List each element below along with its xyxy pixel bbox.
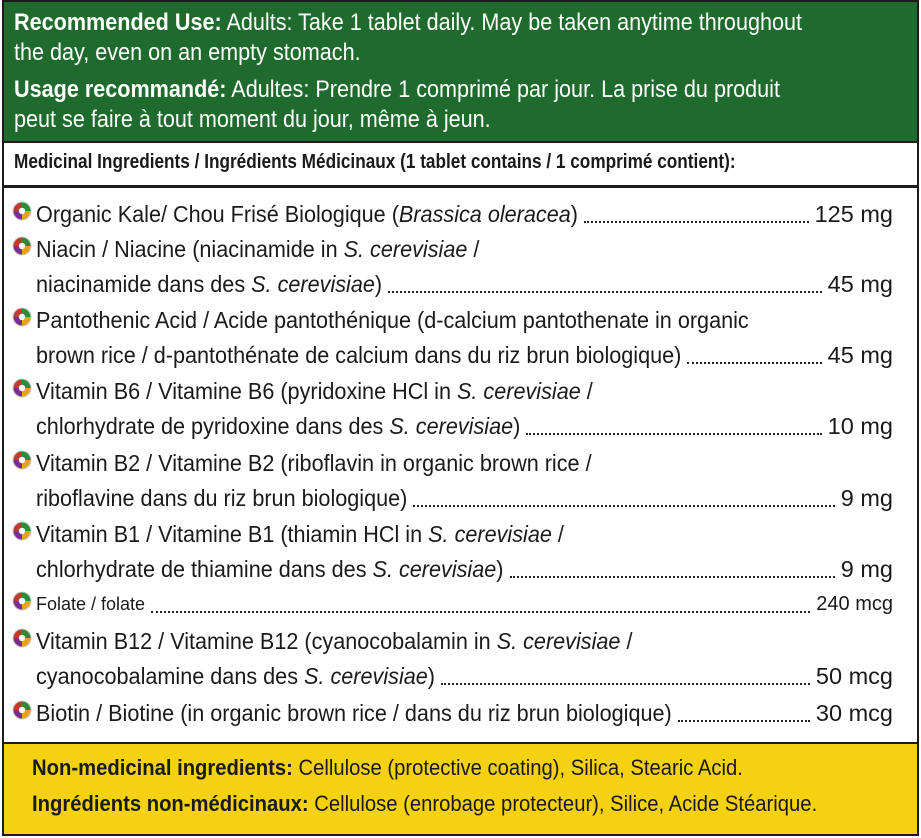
scientific-name: S. cerevisiae bbox=[496, 628, 621, 654]
ingredient-line bbox=[36, 550, 893, 584]
scientific-name: S. cerevisiae bbox=[456, 378, 581, 404]
dot-leader bbox=[441, 683, 810, 685]
ingredient-text: ) bbox=[570, 201, 578, 227]
supplement-label-panel bbox=[2, 0, 919, 836]
scientific-name: S. cerevisiae bbox=[428, 521, 552, 547]
scientific-name: S. cerevisiae bbox=[372, 556, 497, 582]
ingredient-text: Niacin / Niacine (niacinamide in bbox=[36, 236, 344, 262]
ingredient-name bbox=[36, 483, 407, 513]
ingredient-line bbox=[36, 195, 893, 229]
ingredient-text: Pantothenic Acid / Acide pantothénique (d-calcium pantothenate in organic bbox=[36, 307, 749, 333]
organic-leaf-bullet-icon bbox=[12, 201, 32, 221]
organic-leaf-bullet-icon bbox=[12, 236, 32, 256]
ingredient-text: ) bbox=[374, 271, 383, 297]
non-medicinal-ingredients-panel bbox=[4, 742, 917, 834]
ingredient-amount: 10 mg bbox=[827, 413, 893, 439]
ingredient-line bbox=[36, 622, 893, 656]
recommended-use-panel bbox=[4, 2, 917, 141]
ingredient-name bbox=[36, 661, 435, 691]
dot-leader bbox=[413, 505, 834, 507]
ingredient-text: / bbox=[551, 521, 564, 547]
dot-leader bbox=[388, 291, 822, 293]
organic-leaf-bullet-icon bbox=[12, 591, 32, 611]
ingredient-text: Vitamin B2 / Vitamine B2 (riboflavin in organic brown rice / bbox=[36, 450, 592, 476]
ingredient-name bbox=[36, 411, 520, 441]
dot-leader bbox=[584, 221, 809, 223]
dot-leader bbox=[510, 576, 835, 578]
dot-leader bbox=[151, 611, 810, 613]
ingredient-line bbox=[36, 479, 893, 513]
ingredient-line bbox=[36, 230, 893, 264]
ingredient-amount: 9 mg bbox=[840, 485, 893, 511]
ingredient-text: ) bbox=[427, 663, 436, 689]
ingredient-text: chlorhydrate de pyridoxine dans des bbox=[36, 413, 390, 439]
organic-leaf-bullet-icon bbox=[12, 521, 32, 541]
ingredient-text: Folate / folate bbox=[36, 594, 146, 614]
ingredient-amount: 30 mcg bbox=[815, 700, 893, 726]
non-medicinal-fr: Ingrédients non-médicinaux: Cellulose (enrobage protecteur), Silice, Acide Stéarique. bbox=[32, 791, 818, 816]
ingredient-amount: 9 mg bbox=[840, 556, 893, 582]
scientific-name: S. cerevisiae bbox=[389, 413, 514, 439]
ingredient-line bbox=[36, 301, 893, 335]
recommended-use-en-line-1: Recommended Use: Adults: Take 1 tablet daily. May be taken anytime throughout bbox=[14, 9, 803, 36]
dot-leader bbox=[687, 362, 821, 364]
ingredient-text: Organic Kale/ Chou Frisé Biologique ( bbox=[36, 201, 399, 227]
ingredient-name bbox=[36, 340, 681, 370]
organic-leaf-bullet-icon bbox=[12, 700, 32, 720]
ingredient-line bbox=[36, 515, 893, 549]
ingredient-name bbox=[36, 305, 749, 335]
ingredient-text: brown rice / d-pantothénate de calcium dans du riz brun biologique) bbox=[36, 342, 682, 368]
ingredient-name bbox=[36, 269, 382, 299]
scientific-name: S. cerevisiae bbox=[251, 271, 375, 297]
ingredient-text: ) bbox=[513, 413, 521, 439]
scientific-name: S. cerevisiae bbox=[343, 236, 468, 262]
ingredient-line bbox=[36, 407, 893, 441]
ingredient-text: riboflavine dans du riz brun biologique) bbox=[36, 485, 408, 511]
organic-leaf-bullet-icon bbox=[12, 378, 32, 398]
non-medicinal-en: Non-medicinal ingredients: Cellulose (protective coating), Silica, Stearic Acid. bbox=[32, 755, 743, 780]
organic-leaf-bullet-icon bbox=[12, 307, 32, 327]
scientific-name: Brassica oleracea bbox=[398, 201, 571, 227]
medicinal-ingredients-header: Medicinal Ingredients / Ingrédients Médicinaux (1 tablet contains / 1 comprimé contient): bbox=[4, 141, 917, 188]
scientific-name: S. cerevisiae bbox=[304, 663, 428, 689]
ingredient-name bbox=[36, 589, 145, 619]
ingredient-text: chlorhydrate de thiamine dans des bbox=[36, 556, 373, 582]
ingredient-text: / bbox=[620, 628, 633, 654]
ingredient-amount: 45 mg bbox=[827, 342, 893, 368]
ingredient-text: niacinamide dans des bbox=[36, 271, 252, 297]
recommended-use-en-line-2: the day, even on an empty stomach. bbox=[14, 39, 361, 66]
ingredient-text: Vitamin B12 / Vitamine B12 (cyanocobalamin in bbox=[36, 628, 497, 654]
ingredient-name bbox=[36, 376, 593, 406]
ingredient-text: ) bbox=[496, 556, 504, 582]
ingredient-name bbox=[36, 234, 479, 264]
ingredient-line bbox=[36, 444, 893, 478]
ingredient-amount: 125 mg bbox=[814, 201, 893, 227]
dot-leader bbox=[678, 720, 810, 722]
ingredient-amount: 45 mg bbox=[827, 271, 893, 297]
ingredient-line bbox=[36, 657, 893, 691]
ingredient-amount: 50 mcg bbox=[815, 663, 893, 689]
ingredient-amount: 240 mcg bbox=[816, 593, 893, 615]
ingredient-name bbox=[36, 448, 592, 478]
recommended-use-fr-line-1: Usage recommandé: Adultes: Prendre 1 comprimé par jour. La prise du produit bbox=[14, 76, 780, 103]
dot-leader bbox=[526, 433, 821, 435]
ingredient-line bbox=[36, 336, 893, 370]
ingredient-name bbox=[36, 519, 564, 549]
ingredient-name bbox=[36, 626, 632, 656]
ingredient-text: Vitamin B6 / Vitamine B6 (pyridoxine HCl in bbox=[36, 378, 457, 404]
ingredient-line bbox=[36, 694, 893, 728]
ingredient-text: / bbox=[580, 378, 593, 404]
ingredient-line bbox=[36, 372, 893, 406]
ingredient-text: / bbox=[467, 236, 480, 262]
organic-leaf-bullet-icon bbox=[12, 450, 32, 470]
ingredient-text: Biotin / Biotine (in organic brown rice / dans du riz brun biologique) bbox=[36, 700, 672, 726]
ingredient-text: Vitamin B1 / Vitamine B1 (thiamin HCl in bbox=[36, 521, 429, 547]
organic-leaf-bullet-icon bbox=[12, 628, 32, 648]
ingredient-name bbox=[36, 554, 503, 584]
recommended-use-fr-line-2: peut se faire à tout moment du jour, même à jeun. bbox=[14, 106, 491, 133]
ingredient-line bbox=[36, 265, 893, 299]
ingredient-name bbox=[36, 199, 578, 229]
ingredient-line bbox=[36, 585, 893, 619]
ingredient-name bbox=[36, 698, 672, 728]
ingredient-text: cyanocobalamine dans des bbox=[36, 663, 305, 689]
